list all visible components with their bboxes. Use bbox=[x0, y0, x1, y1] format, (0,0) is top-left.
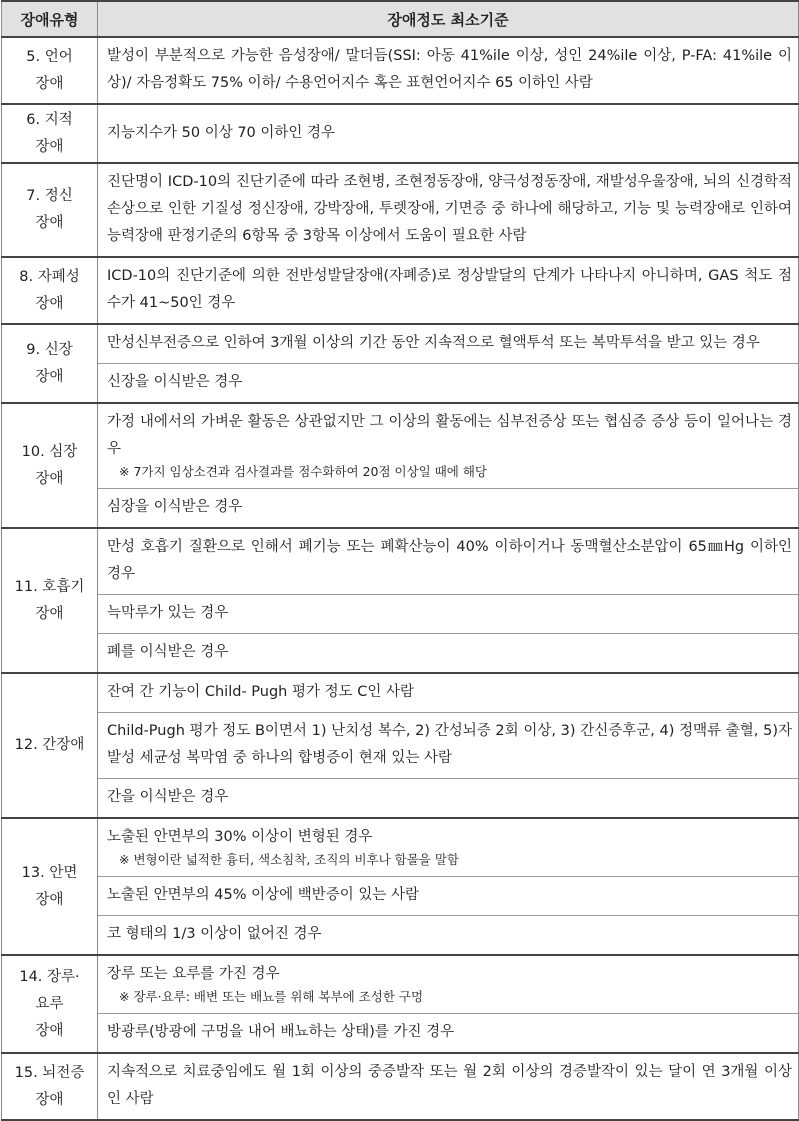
type-label: 장애 bbox=[35, 1091, 64, 1108]
table-row bbox=[2, 528, 799, 595]
type-label: 5. 언어 bbox=[26, 48, 73, 65]
table-row bbox=[2, 257, 799, 324]
type-label: 15. 뇌전증 bbox=[14, 1064, 85, 1081]
table-row bbox=[2, 673, 799, 713]
type-cell-intellectual bbox=[2, 104, 98, 163]
criteria-cell: 만성신부전증으로 인하여 3개월 이상의 기간 동안 지속적으로 혈액투석 또는 복막투석을 받고 있는 경우 bbox=[98, 324, 799, 364]
type-label: 장애 bbox=[35, 295, 64, 312]
criteria-cell: 지능지수가 50 이상 70 이하인 경우 bbox=[98, 104, 799, 163]
type-label: 7. 정신 bbox=[26, 188, 73, 204]
table-subrow bbox=[2, 489, 799, 529]
table-row bbox=[2, 324, 799, 364]
type-label: 10. 심장 bbox=[21, 443, 78, 460]
note-text: ※ 장루·요루: 배변 또는 배뇨를 위해 복부에 조성한 구멍 bbox=[119, 989, 424, 1004]
criteria-text: 장루 또는 요루를 가진 경우 bbox=[107, 966, 280, 982]
type-label: 14. 장루· bbox=[19, 968, 80, 985]
table-subrow bbox=[2, 634, 799, 674]
type-cell-mental bbox=[2, 163, 98, 257]
note-text: ※ 7가지 임상소견과 검사결과를 점수화하여 20점 이상일 때에 해당 bbox=[119, 464, 487, 479]
criteria-text: 가정 내에서의 가벼운 활동은 상관없지만 그 이상의 활동에는 심부전증상 또는 협심증 증상 등이 일어나는 경우 bbox=[107, 414, 792, 457]
criteria-text: 노출된 안면부의 30% 이상이 변형된 경우 bbox=[107, 829, 373, 845]
table-row bbox=[2, 1053, 799, 1120]
criteria-cell: 방광루(방광에 구멍을 내어 배뇨하는 상태)를 가진 경우 bbox=[98, 1014, 799, 1054]
criteria-cell: 발성이 부분적으로 가능한 음성장애/ 말더듬(SSI: 아동 41%ile 이상, 성인 24%ile 이상, P-FA: 41%ile 이상)/ 자음정확도 75% 이하/ 수용언어지수 혹은 표현언어지수 65 이하인 사람 bbox=[98, 37, 799, 104]
table-subrow bbox=[2, 713, 799, 779]
criteria-cell: 간을 이식받은 경우 bbox=[98, 779, 799, 819]
table-subrow bbox=[2, 595, 799, 634]
type-cell-heart bbox=[2, 403, 98, 528]
table-row bbox=[2, 955, 799, 1014]
table-subrow bbox=[2, 1014, 799, 1054]
header-type: 장애유형 bbox=[2, 1, 98, 37]
type-label: 요루 bbox=[35, 995, 64, 1012]
table-row bbox=[2, 818, 799, 877]
criteria-cell: 만성 호흡기 질환으로 인해서 폐기능 또는 폐확산능이 40% 이하이거나 동맥혈산소분압이 65㎜Hg 이하인 경우 bbox=[98, 528, 799, 595]
type-label: 장애 bbox=[35, 368, 64, 385]
type-label: 장애 bbox=[35, 891, 64, 908]
table-row bbox=[2, 163, 799, 257]
criteria-cell: 늑막루가 있는 경우 bbox=[98, 595, 799, 634]
type-label: 장애 bbox=[35, 1022, 64, 1039]
note-text: ※ 변형이란 넓적한 흉터, 색소침착, 조직의 비후나 함몰을 말함 bbox=[119, 852, 460, 867]
type-label: 11. 호흡기 bbox=[14, 578, 85, 595]
type-cell-speech bbox=[2, 37, 98, 104]
type-label: 8. 자폐성 bbox=[19, 268, 80, 285]
criteria-cell bbox=[98, 403, 799, 489]
type-cell-liver bbox=[2, 673, 98, 818]
type-label: 13. 안면 bbox=[21, 864, 78, 881]
table-row bbox=[2, 403, 799, 489]
type-label: 장애 bbox=[35, 215, 64, 231]
criteria-cell: 폐를 이식받은 경우 bbox=[98, 634, 799, 674]
type-label: 장애 bbox=[35, 75, 64, 92]
type-cell-respiratory bbox=[2, 528, 98, 673]
type-label: 장애 bbox=[35, 138, 64, 155]
type-cell-face bbox=[2, 818, 98, 955]
type-label: 장애 bbox=[35, 470, 64, 487]
criteria-cell bbox=[98, 818, 799, 877]
type-cell-stoma bbox=[2, 955, 98, 1053]
type-cell-epilepsy bbox=[2, 1053, 98, 1120]
criteria-cell: 코 형태의 1/3 이상이 없어진 경우 bbox=[98, 916, 799, 956]
table-subrow bbox=[2, 779, 799, 819]
criteria-cell: 심장을 이식받은 경우 bbox=[98, 489, 799, 529]
criteria-cell: ICD-10의 진단기준에 의한 전반성발달장애(자폐증)로 정상발달의 단계가 나타나지 아니하며, GAS 척도 점수가 41~50인 경우 bbox=[98, 257, 799, 324]
criteria-cell: 신장을 이식받은 경우 bbox=[98, 364, 799, 404]
criteria-cell: 잔여 간 기능이 Child- Pugh 평가 정도 C인 사람 bbox=[98, 673, 799, 713]
criteria-cell bbox=[98, 955, 799, 1014]
table-row bbox=[2, 37, 799, 104]
type-label: 9. 신장 bbox=[26, 341, 73, 358]
criteria-cell: Child-Pugh 평가 정도 B이면서 1) 난치성 복수, 2) 간성뇌증 2회 이상, 3) 간신증후군, 4) 정맥류 출혈, 5)자발성 세균성 복막염 중 하나의 합병증이 현재 있는 사람 bbox=[98, 713, 799, 779]
type-label: 장애 bbox=[35, 605, 64, 622]
table-row bbox=[2, 104, 799, 163]
type-label: 12. 간장애 bbox=[14, 737, 85, 753]
table-subrow bbox=[2, 364, 799, 404]
criteria-cell: 진단명이 ICD-10의 진단기준에 따라 조현병, 조현정동장애, 양극성정동장애, 재발성우울장애, 뇌의 신경학적 손상으로 인한 기질성 정신장애, 강박장애, 투렛장애, 기면증 중 하나에 해당하고, 기능 및 능력장애로 인하여 능력장애 판정기준의 6항목 중 3항목 이상에서 도움이 필요한 사람 bbox=[98, 163, 799, 257]
header-row bbox=[2, 1, 799, 37]
criteria-cell: 노출된 안면부의 45% 이상에 백반증이 있는 사람 bbox=[98, 877, 799, 916]
criteria-cell: 지속적으로 치료중임에도 월 1회 이상의 중증발작 또는 월 2회 이상의 경증발작이 있는 달이 연 3개월 이상인 사람 bbox=[98, 1053, 799, 1120]
header-criteria: 장애정도 최소기준 bbox=[98, 1, 799, 37]
type-label: 6. 지적 bbox=[26, 111, 73, 128]
type-cell-autism bbox=[2, 257, 98, 324]
table-subrow bbox=[2, 916, 799, 956]
table-subrow bbox=[2, 877, 799, 916]
type-cell-kidney bbox=[2, 324, 98, 403]
disability-criteria-table bbox=[1, 0, 799, 1121]
